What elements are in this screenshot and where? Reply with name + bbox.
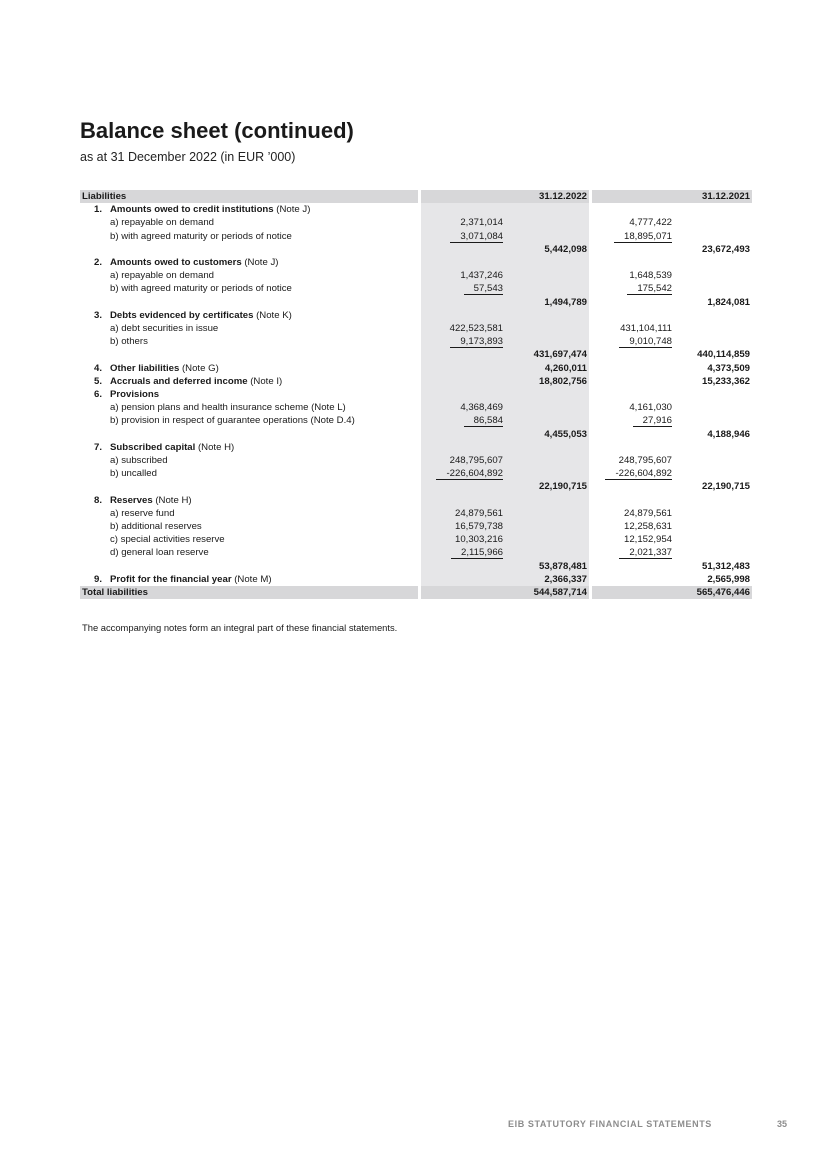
subtotal-2022: 5,442,098: [505, 243, 589, 256]
sub-item-2021-value: -226,604,892: [605, 468, 672, 480]
sub-item-label: b) with agreed maturity or periods of notice: [110, 230, 292, 242]
sub-item-row: [80, 414, 752, 427]
sub-item-2021-value: 18,895,071: [614, 231, 672, 243]
sub-item-label: a) reserve fund: [110, 507, 175, 519]
sub-item-row: [80, 520, 752, 533]
sub-item-label: b) with agreed maturity or periods of notice: [110, 283, 292, 295]
sub-item-label: d) general loan reserve: [110, 547, 209, 559]
sub-item-2021: 4,777,422: [629, 217, 672, 229]
sub-item-2022-value: 86,584: [464, 415, 503, 427]
subtotal-2022: 53,878,481: [505, 560, 589, 573]
sub-item-2022: 10,303,216: [421, 533, 505, 546]
line-item: [80, 441, 752, 454]
subtotal-2022: 1,494,789: [505, 296, 589, 309]
sub-item-label: c) special activities reserve: [110, 534, 225, 546]
line-item: [80, 494, 752, 507]
sub-item-label: a) pension plans and health insurance scheme (Note L): [110, 402, 346, 414]
sub-item-2021-value: 175,542: [627, 283, 672, 295]
sub-item-row: [80, 322, 752, 335]
subtotal-row: [80, 480, 752, 493]
sub-item-2021-value: 9,010,748: [619, 336, 672, 348]
sub-item-2022: 1,437,246: [421, 269, 505, 282]
subtotal-row: [80, 243, 752, 256]
sub-item-row: [80, 282, 752, 295]
sub-item-2022: [421, 335, 505, 348]
sub-item-label: a) repayable on demand: [110, 217, 215, 229]
sub-item-2022: 16,579,738: [421, 520, 505, 533]
subtotal-row: [80, 428, 752, 441]
item-title-text: Debts evidenced by certificates: [110, 309, 254, 321]
page-title: Balance sheet (continued): [80, 118, 354, 143]
item-note: (Note H): [195, 441, 235, 453]
sub-item-2021: 1,648,539: [629, 270, 672, 282]
sub-item-2021: 248,795,607: [618, 455, 672, 467]
item-title: [110, 256, 418, 269]
item-title: [110, 203, 418, 216]
subtotal-2021: 23,672,493: [701, 243, 750, 255]
item-number: 6.: [93, 389, 102, 401]
item-title-text: Amounts owed to credit institutions: [110, 204, 274, 216]
item-total-2021: 15,233,362: [701, 375, 750, 387]
sub-item-2021: 12,258,631: [623, 521, 672, 533]
sub-item-row: [80, 533, 752, 546]
sub-item-row: [80, 216, 752, 229]
item-total-2021: 2,565,998: [707, 573, 750, 585]
sub-item-2022-value: 9,173,893: [450, 336, 503, 348]
line-item: [80, 309, 752, 322]
subtotal-2021: 1,824,081: [707, 296, 750, 308]
item-title: [110, 388, 418, 401]
sub-item-2021-value: 27,916: [633, 415, 672, 427]
item-title-text: Accruals and deferred income: [110, 375, 248, 387]
sub-item-2021: [592, 230, 674, 243]
item-number: 1.: [93, 204, 102, 216]
item-note: (Note J): [273, 204, 311, 216]
item-title-text: Reserves: [110, 494, 153, 506]
total-2022: 544,587,714: [505, 586, 589, 599]
sub-item-2022: [421, 230, 505, 243]
sub-item-2022: [421, 467, 505, 480]
sub-item-label: a) subscribed: [110, 455, 168, 467]
total-label: Total liabilities: [80, 586, 418, 599]
sub-item-2021: [592, 546, 674, 559]
footer-title: EIB STATUTORY FINANCIAL STATEMENTS: [508, 1119, 712, 1129]
sub-item-2022: 248,795,607: [421, 454, 505, 467]
sub-item-2021-value: 2,021,337: [619, 547, 672, 559]
item-total-2022: 18,802,756: [505, 375, 589, 388]
item-title: [110, 309, 418, 322]
item-number: 7.: [93, 441, 102, 453]
footnote: The accompanying notes form an integral part of these financial statements.: [82, 622, 398, 633]
item-number: 8.: [93, 494, 102, 506]
subtotal-2022: 4,455,053: [505, 428, 589, 441]
sub-item-row: [80, 269, 752, 282]
line-item: [80, 388, 752, 401]
sub-item-row: [80, 335, 752, 348]
sub-item-2021: [592, 467, 674, 480]
balance-sheet-table: [80, 190, 752, 599]
item-number: 5.: [93, 375, 102, 387]
item-note: (Note H): [152, 494, 192, 506]
sub-item-2022: [421, 414, 505, 427]
sub-item-2022-value: -226,604,892: [436, 468, 503, 480]
sub-item-2021: [592, 282, 674, 295]
subtotal-2022: 22,190,715: [505, 480, 589, 493]
item-title: [110, 362, 418, 375]
item-title-text: Subscribed capital: [110, 441, 196, 453]
item-number: 4.: [93, 362, 102, 374]
sub-item-row: [80, 401, 752, 414]
sub-item-2022-value: 57,543: [464, 283, 503, 295]
subtotal-row: [80, 560, 752, 573]
sub-item-2022: 24,879,561: [421, 507, 505, 520]
item-title-text: Provisions: [110, 389, 160, 401]
subtotal-row: [80, 296, 752, 309]
sub-item-2021: 431,104,111: [620, 323, 672, 335]
sub-item-2022: 2,371,014: [421, 216, 505, 229]
item-number: 3.: [93, 309, 102, 321]
sub-item-2022-value: 2,115,966: [451, 547, 503, 559]
sub-item-label: b) uncalled: [110, 468, 157, 480]
section-label: Liabilities: [80, 190, 418, 203]
page-number: 35: [777, 1119, 788, 1129]
item-title-text: Other liabilities: [110, 362, 180, 374]
page-subtitle: as at 31 December 2022 (in EUR ’000): [80, 150, 296, 164]
item-note: (Note M): [231, 573, 272, 585]
total-liabilities-row: [80, 586, 752, 599]
item-number: 9.: [93, 573, 102, 585]
sub-item-row: [80, 507, 752, 520]
item-title: [110, 494, 418, 507]
sub-item-row: [80, 230, 752, 243]
sub-item-2021: [592, 414, 674, 427]
sub-item-2022: 4,368,469: [421, 401, 505, 414]
item-title: [110, 441, 418, 454]
subtotal-2022: 431,697,474: [505, 348, 589, 361]
sub-item-2021: [592, 335, 674, 348]
line-item: [80, 375, 752, 388]
line-item: [80, 573, 752, 586]
item-total-2022: 4,260,011: [505, 362, 589, 375]
subtotal-2021: 440,114,859: [697, 349, 750, 361]
sub-item-label: a) repayable on demand: [110, 270, 215, 282]
item-title: [110, 375, 418, 388]
line-item: [80, 203, 752, 216]
item-total-2021: 4,373,509: [707, 362, 750, 374]
total-2021: 565,476,446: [674, 586, 752, 599]
sub-item-2022-value: 3,071,084: [450, 231, 503, 243]
column-header-2022: 31.12.2022: [505, 190, 589, 203]
sub-item-2022: 422,523,581: [421, 322, 505, 335]
line-item: [80, 362, 752, 375]
sub-item-label: b) additional reserves: [110, 521, 202, 533]
subtotal-2021: 22,190,715: [701, 481, 750, 493]
column-header-2021: 31.12.2021: [674, 190, 752, 203]
item-note: (Note K): [253, 309, 292, 321]
sub-item-2022: [421, 282, 505, 295]
sub-item-label: a) debt securities in issue: [110, 323, 219, 335]
item-note: (Note G): [179, 362, 219, 374]
sub-item-2022: [421, 546, 505, 559]
item-note: (Note I): [247, 375, 283, 387]
sub-item-2021: 12,152,954: [623, 534, 672, 546]
sub-item-label: b) others: [110, 336, 148, 348]
balance-sheet-body: [80, 190, 752, 599]
item-total-2022: 2,366,337: [505, 573, 589, 586]
sub-item-row: [80, 546, 752, 559]
item-title-text: Profit for the financial year: [110, 573, 232, 585]
item-title-text: Amounts owed to customers: [110, 257, 242, 269]
item-title: [110, 573, 418, 586]
line-item: [80, 256, 752, 269]
subtotal-row: [80, 348, 752, 361]
sub-item-label: b) provision in respect of guarantee operations (Note D.4): [110, 415, 355, 427]
item-number: 2.: [93, 257, 102, 269]
sub-item-row: [80, 467, 752, 480]
subtotal-2021: 4,188,946: [707, 428, 750, 440]
sub-item-row: [80, 454, 752, 467]
table-header-row: [80, 190, 752, 203]
item-note: (Note J): [241, 257, 279, 269]
subtotal-2021: 51,312,483: [701, 560, 750, 572]
sub-item-2021: 24,879,561: [623, 507, 672, 519]
sub-item-2021: 4,161,030: [629, 402, 672, 414]
